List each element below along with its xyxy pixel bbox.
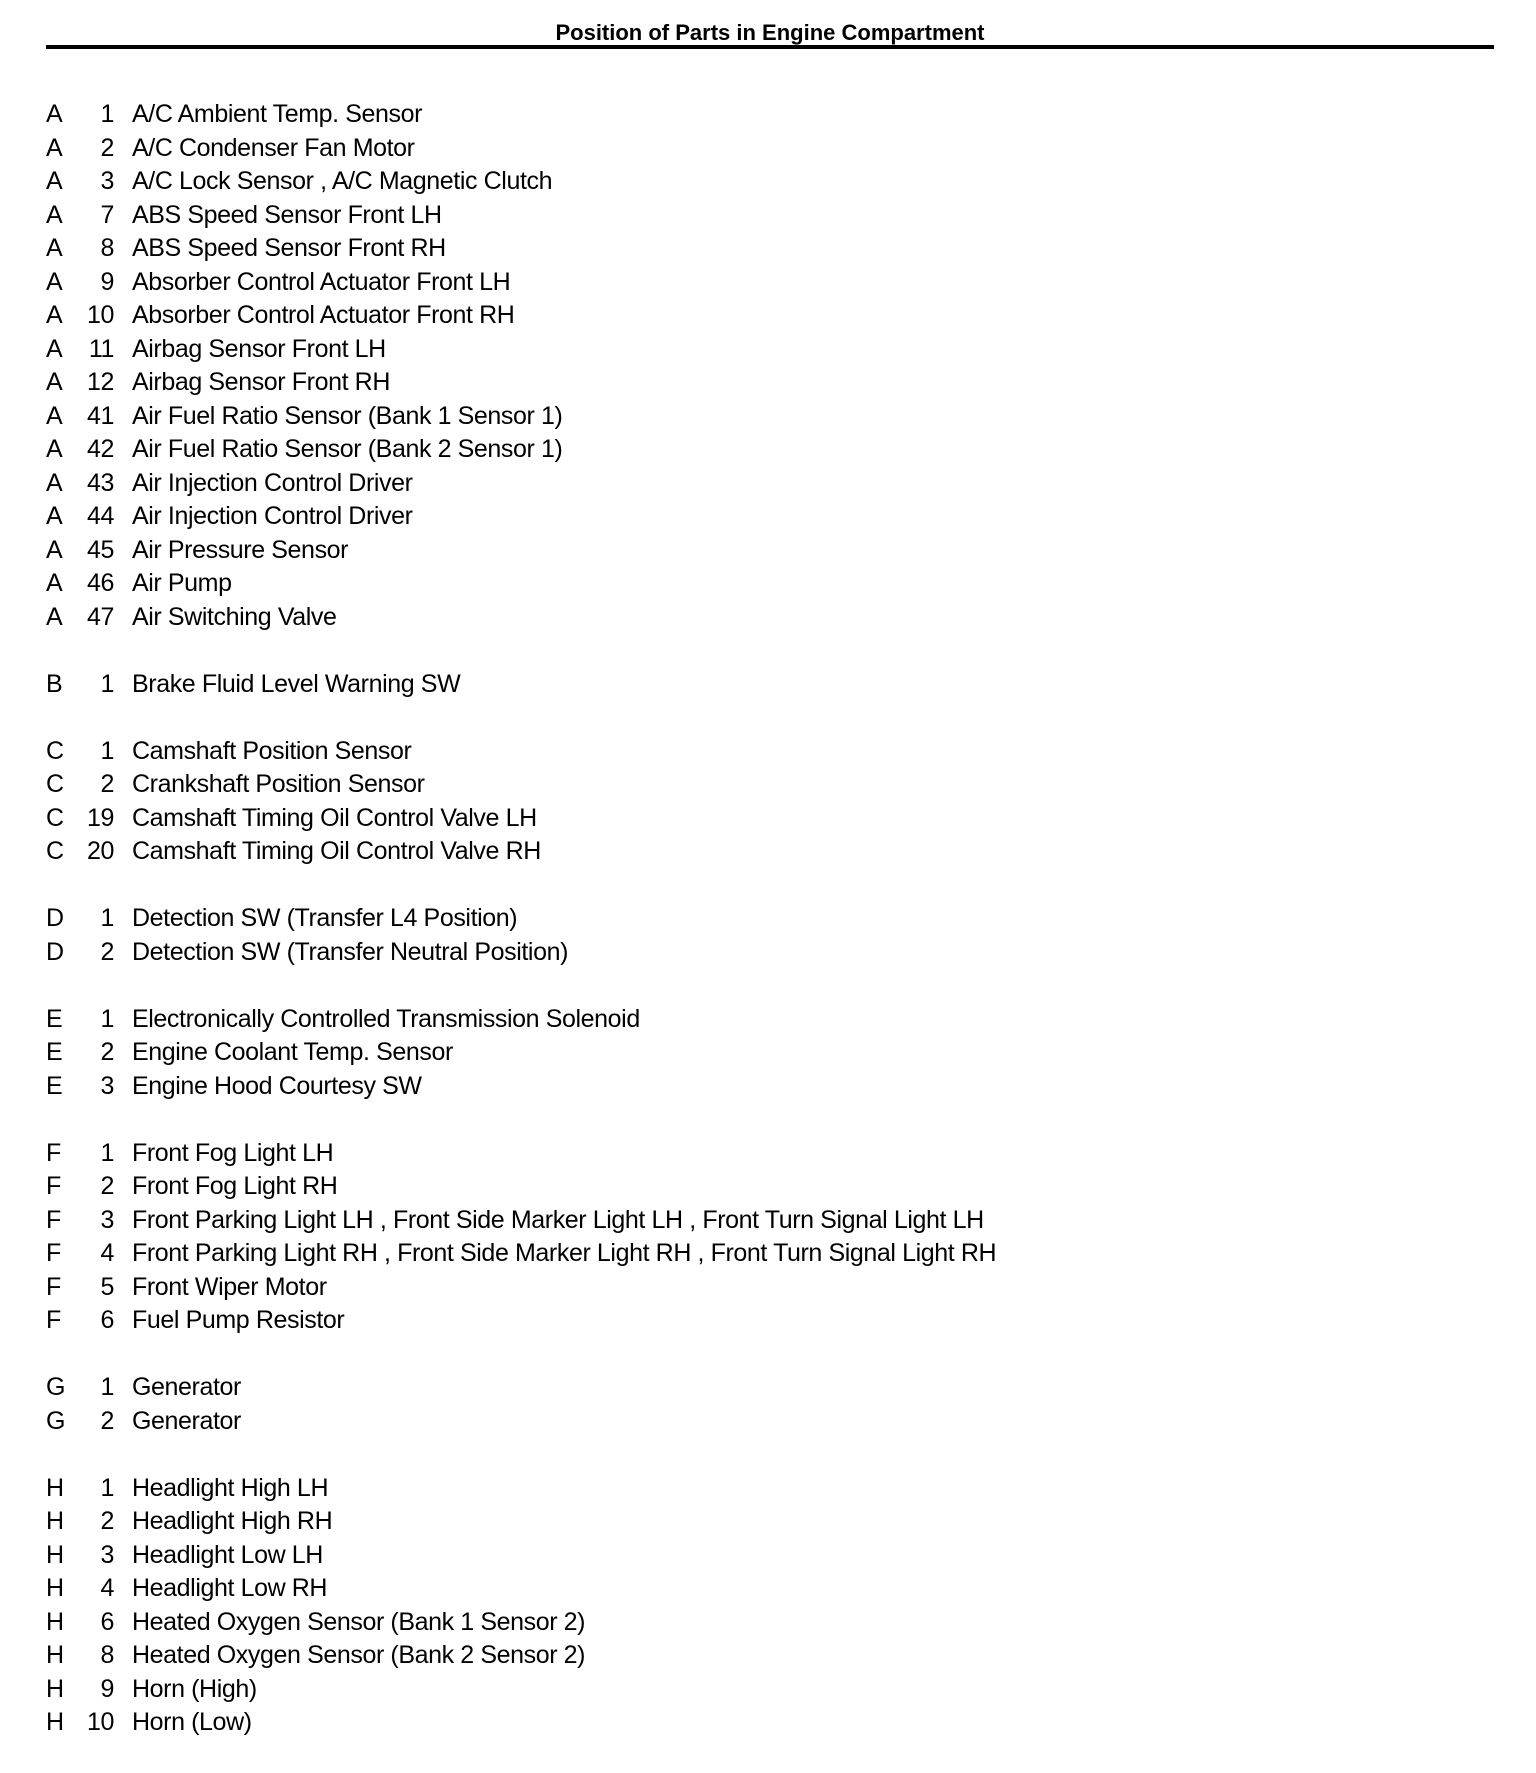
part-number: 1	[100, 1004, 114, 1033]
part-letter: A	[46, 200, 63, 229]
part-letter: A	[46, 435, 63, 463]
part-number: 2	[100, 1406, 114, 1435]
part-letter: A	[46, 100, 63, 128]
part-letter: A	[46, 133, 63, 162]
part-name: Headlight Low RH	[132, 1574, 328, 1602]
part-letter: A	[46, 401, 63, 430]
part-number: 12	[86, 368, 114, 396]
part-number: 6	[100, 1607, 114, 1636]
part-group	[46, 668, 1146, 702]
part-name: Headlight High RH	[132, 1507, 333, 1535]
part-group	[46, 735, 1146, 869]
part-letter: A	[46, 502, 63, 530]
part-row	[46, 668, 1146, 702]
part-name: Headlight Low LH	[132, 1540, 323, 1569]
part-number: 11	[88, 334, 114, 363]
part-name: Horn (Low)	[132, 1708, 252, 1736]
part-name: Front Parking Light RH , Front Side Marker Light RH , Front Turn Signal Light RH	[132, 1239, 997, 1267]
part-name: Engine Coolant Temp. Sensor	[132, 1038, 453, 1066]
part-name: ABS Speed Sensor Front RH	[132, 234, 446, 262]
part-number: 4	[100, 1239, 114, 1267]
part-letter: H	[46, 1708, 64, 1736]
part-name: Air Pressure Sensor	[132, 535, 349, 564]
part-letter: H	[46, 1674, 64, 1703]
part-row	[46, 433, 1146, 467]
part-name: Absorber Control Actuator Front LH	[132, 267, 511, 296]
part-row	[46, 98, 1146, 132]
page-title: Position of Parts in Engine Compartment	[555, 20, 985, 45]
part-name: Horn (High)	[132, 1674, 257, 1703]
part-letter: A	[46, 334, 63, 363]
part-row	[46, 835, 1146, 869]
part-number: 2	[100, 1038, 114, 1066]
part-group	[46, 902, 1146, 969]
parts-list	[46, 98, 1146, 1773]
part-number: 1	[100, 1473, 114, 1502]
part-row	[46, 299, 1146, 333]
part-number: 9	[100, 1674, 114, 1703]
part-row	[46, 1639, 1146, 1673]
part-letter: G	[46, 1406, 66, 1435]
part-name: Air Fuel Ratio Sensor (Bank 2 Sensor 1)	[132, 435, 563, 463]
part-name: A/C Ambient Temp. Sensor	[132, 100, 423, 128]
part-number: 1	[100, 736, 114, 765]
part-row	[46, 1606, 1146, 1640]
part-number: 45	[86, 535, 114, 564]
part-letter: F	[46, 1272, 61, 1301]
part-name: Generator	[132, 1406, 241, 1435]
part-letter: H	[46, 1473, 64, 1502]
part-number: 1	[100, 669, 114, 698]
part-name: Engine Hood Courtesy SW	[132, 1071, 422, 1100]
part-letter: D	[46, 937, 64, 966]
part-row	[46, 199, 1146, 233]
part-row	[46, 936, 1146, 970]
part-letter: E	[46, 1004, 63, 1033]
part-name: Detection SW (Transfer L4 Position)	[132, 904, 518, 932]
part-name: Air Injection Control Driver	[132, 502, 413, 530]
part-number: 3	[100, 167, 114, 195]
part-number: 47	[86, 602, 114, 631]
part-number: 6	[100, 1306, 114, 1334]
part-number: 3	[100, 1071, 114, 1100]
part-number: 2	[100, 1507, 114, 1535]
part-row	[46, 165, 1146, 199]
part-letter: F	[46, 1306, 61, 1334]
part-number: 19	[86, 803, 114, 832]
part-name: Air Pump	[132, 569, 232, 597]
part-number: 1	[100, 1373, 114, 1401]
part-name: Airbag Sensor Front RH	[132, 368, 390, 396]
part-row	[46, 567, 1146, 601]
part-row	[46, 1070, 1146, 1104]
part-row	[46, 1405, 1146, 1439]
part-number: 10	[86, 301, 114, 329]
part-number: 10	[86, 1708, 114, 1736]
part-row	[46, 1539, 1146, 1573]
part-name: Brake Fluid Level Warning SW	[132, 669, 461, 698]
part-row	[46, 1472, 1146, 1506]
part-group	[46, 1472, 1146, 1740]
part-number: 1	[100, 904, 114, 932]
part-name: Headlight High LH	[132, 1473, 329, 1502]
part-letter: H	[46, 1540, 64, 1569]
part-number: 2	[100, 1172, 114, 1200]
part-letter: C	[46, 803, 64, 832]
part-row	[46, 601, 1146, 635]
part-name: Front Fog Light LH	[132, 1138, 334, 1167]
part-letter: F	[46, 1239, 61, 1267]
part-row	[46, 500, 1146, 534]
part-number: 41	[86, 401, 114, 430]
part-name: Front Fog Light RH	[132, 1172, 338, 1200]
part-name: Detection SW (Transfer Neutral Position)	[132, 937, 569, 966]
part-letter: C	[46, 770, 64, 798]
part-row	[46, 132, 1146, 166]
part-group	[46, 1137, 1146, 1338]
part-number: 2	[100, 937, 114, 966]
part-row	[46, 1505, 1146, 1539]
part-letter: A	[46, 267, 63, 296]
title-rule	[46, 45, 1494, 49]
part-row	[46, 1170, 1146, 1204]
part-letter: H	[46, 1641, 64, 1669]
part-number: 43	[86, 468, 114, 497]
part-number: 8	[100, 234, 114, 262]
part-row	[46, 366, 1146, 400]
part-letter: B	[46, 669, 63, 698]
part-number: 1	[100, 1138, 114, 1167]
part-number: 1	[100, 100, 114, 128]
part-letter: A	[46, 301, 63, 329]
part-name: Air Injection Control Driver	[132, 468, 413, 497]
part-number: 3	[100, 1540, 114, 1569]
part-name: Front Wiper Motor	[132, 1272, 327, 1301]
part-letter: H	[46, 1507, 64, 1535]
part-row	[46, 802, 1146, 836]
part-name: Camshaft Timing Oil Control Valve LH	[132, 803, 537, 832]
part-row	[46, 768, 1146, 802]
part-letter: C	[46, 837, 64, 865]
part-letter: E	[46, 1038, 63, 1066]
part-row	[46, 1137, 1146, 1171]
part-name: Camshaft Timing Oil Control Valve RH	[132, 837, 541, 865]
part-row	[46, 1572, 1146, 1606]
part-name: Air Fuel Ratio Sensor (Bank 1 Sensor 1)	[132, 401, 563, 430]
part-letter: C	[46, 736, 64, 765]
part-number: 4	[100, 1574, 114, 1602]
part-number: 20	[86, 837, 114, 865]
part-row	[46, 232, 1146, 266]
part-name: Airbag Sensor Front LH	[132, 334, 386, 363]
part-letter: A	[46, 535, 63, 564]
part-number: 46	[86, 569, 114, 597]
part-letter: A	[46, 368, 63, 396]
part-row	[46, 333, 1146, 367]
part-number: 42	[86, 435, 114, 463]
part-row	[46, 735, 1146, 769]
part-name: Air Switching Valve	[132, 602, 337, 631]
part-name: A/C Condenser Fan Motor	[132, 133, 415, 162]
part-name: Crankshaft Position Sensor	[132, 770, 425, 798]
part-number: 7	[100, 200, 114, 229]
part-letter: D	[46, 904, 64, 932]
part-letter: F	[46, 1138, 61, 1167]
part-name: A/C Lock Sensor , A/C Magnetic Clutch	[132, 167, 553, 195]
part-row	[46, 1304, 1146, 1338]
part-number: 44	[86, 502, 114, 530]
part-group	[46, 1003, 1146, 1104]
part-name: Camshaft Position Sensor	[132, 736, 412, 765]
part-letter: A	[46, 234, 63, 262]
part-name: Front Parking Light LH , Front Side Marker Light LH , Front Turn Signal Light LH	[132, 1205, 984, 1234]
part-row	[46, 534, 1146, 568]
part-number: 2	[100, 770, 114, 798]
part-letter: A	[46, 167, 63, 195]
part-row	[46, 1003, 1146, 1037]
part-row	[46, 1706, 1146, 1740]
part-number: 3	[100, 1205, 114, 1234]
part-row	[46, 1036, 1146, 1070]
part-name: Fuel Pump Resistor	[132, 1306, 345, 1334]
part-letter: E	[46, 1071, 63, 1100]
part-letter: H	[46, 1574, 64, 1602]
part-row	[46, 902, 1146, 936]
part-name: Heated Oxygen Sensor (Bank 2 Sensor 2)	[132, 1641, 586, 1669]
part-row	[46, 1673, 1146, 1707]
part-letter: F	[46, 1172, 61, 1200]
part-row	[46, 266, 1146, 300]
part-name: Generator	[132, 1373, 241, 1401]
part-number: 8	[100, 1641, 114, 1669]
part-row	[46, 1204, 1146, 1238]
part-letter: A	[46, 468, 63, 497]
part-group	[46, 1371, 1146, 1438]
part-group	[46, 98, 1146, 634]
part-letter: G	[46, 1373, 66, 1401]
part-row	[46, 467, 1146, 501]
part-name: Electronically Controlled Transmission Solenoid	[132, 1004, 640, 1033]
part-number: 9	[100, 267, 114, 296]
part-number: 2	[100, 133, 114, 162]
part-letter: H	[46, 1607, 64, 1636]
part-letter: A	[46, 602, 63, 631]
part-row	[46, 400, 1146, 434]
part-letter: A	[46, 569, 63, 597]
part-name: ABS Speed Sensor Front LH	[132, 200, 442, 229]
part-row	[46, 1271, 1146, 1305]
part-letter: F	[46, 1205, 61, 1234]
part-row	[46, 1237, 1146, 1271]
part-name: Absorber Control Actuator Front RH	[132, 301, 515, 329]
part-name: Heated Oxygen Sensor (Bank 1 Sensor 2)	[132, 1607, 586, 1636]
part-number: 5	[100, 1272, 114, 1301]
part-row	[46, 1371, 1146, 1405]
